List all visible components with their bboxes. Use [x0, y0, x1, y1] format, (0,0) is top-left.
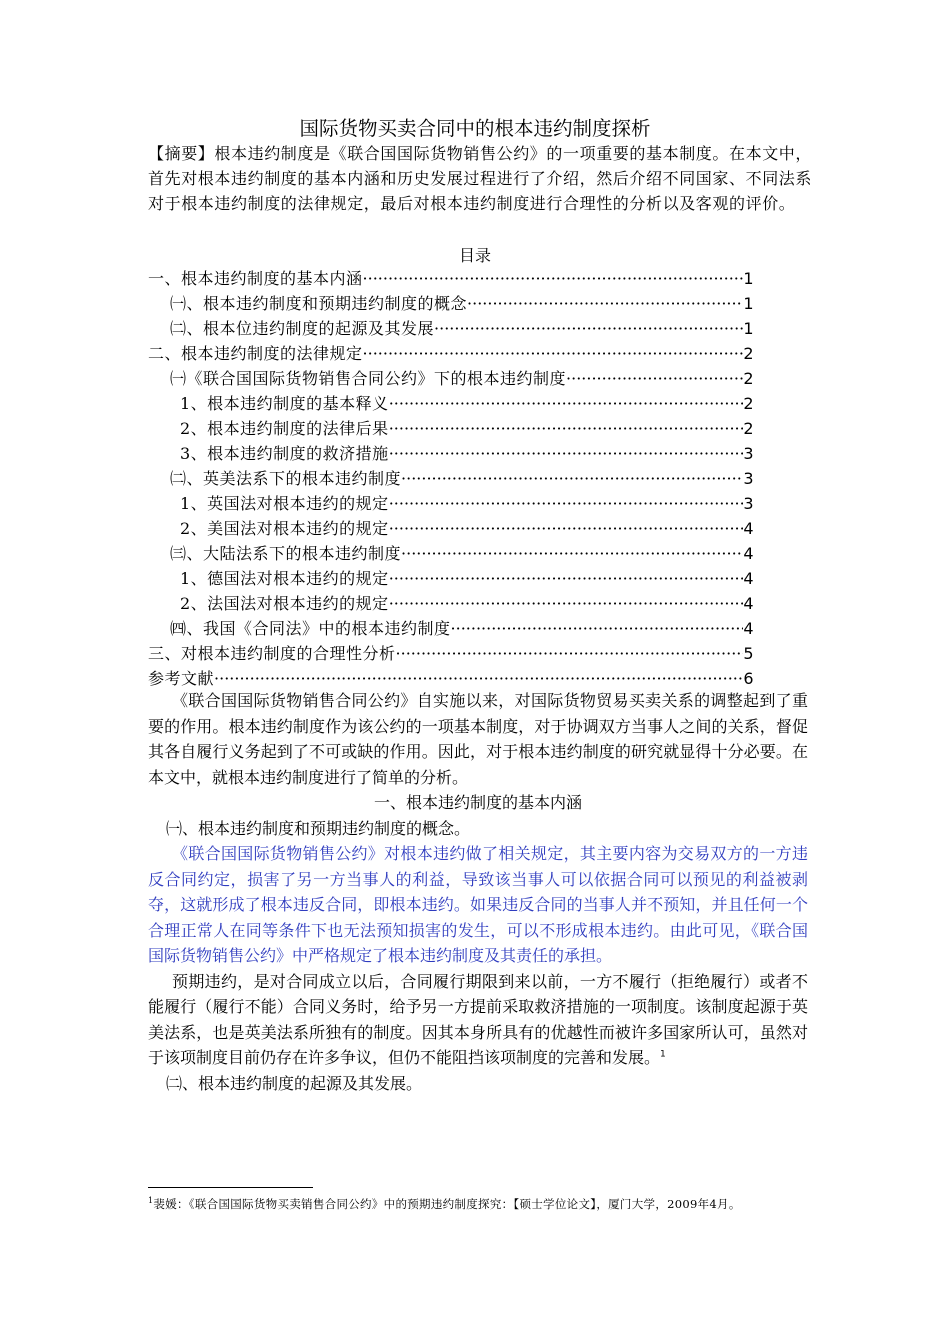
document-body [148, 688, 808, 1096]
toc-entry[interactable] [148, 566, 754, 591]
toc-entry-page: 4 [743, 594, 754, 613]
toc-entry[interactable] [148, 316, 754, 341]
toc-entry-page: 1 [743, 269, 754, 288]
toc-entry-page: 4 [743, 619, 754, 638]
toc-entry-label: ㈠《联合国国际货物销售合同公约》下的根本违约制度 [170, 369, 567, 388]
toc-leader-dots [401, 541, 743, 566]
toc-entry-label: ㈢、大陆法系下的根本违约制度 [170, 544, 402, 563]
toc-entry-page: 4 [743, 519, 754, 538]
section-heading: 一、根本违约制度的基本内涵 [373, 793, 582, 812]
toc-entry-label: 2、根本违约制度的法律后果 [180, 419, 389, 438]
toc-entry-page: 1 [743, 294, 754, 313]
toc-entry-page: 2 [743, 344, 754, 363]
intro-paragraph: 《联合国国际货物销售合同公约》自实施以来，对国际货物贸易买卖关系的调整起到了重要的作用。根本违约制度作为该公约的一项基本制度，对于协调双方当事人之间的关系，督促其各自履行义务起到了不可或缺的作用。因此，对于根本违约制度的研究就显得十分必要。在本文中，就根本违约制度进行了简单的分析。 [148, 691, 808, 787]
footnote-text: 裴媛：《联合国国际货物买卖销售合同公约》中的预期违约制度探究：【硕士学位论文】，厦门大学，2009年4月。 [153, 1196, 741, 1211]
toc-entry-label: 2、法国法对根本违约的规定 [180, 594, 389, 613]
highlighted-paragraph: 《联合国国际货物销售公约》对根本违约做了相关规定，其主要内容为交易双方的一方违反合同约定，损害了另一方当事人的利益，导致该当事人可以依据合同可以预见的利益被剥夺，这就形成了根本违反合同，即根本违约。如果违反合同的当事人并不预知，并且任何一个合理正常人在同等条件下也无法预知损害的发生，可以不形成根本违约。由此可见，《联合国国际货物销售公约》中严格规定了根本违约制度及其责任的承担。 [148, 844, 808, 965]
toc-entry-label: ㈠、根本违约制度和预期违约制度的概念 [170, 294, 468, 313]
toc-entry-label: 1、根本违约制度的基本释义 [180, 394, 389, 413]
toc-entry-label: 1、德国法对根本违约的规定 [180, 569, 389, 588]
toc-entry-page: 3 [743, 494, 754, 513]
abstract-text: 【摘要】根本违约制度是《联合国国际货物销售公约》的一项重要的基本制度。在本文中，首先对根本违约制度的基本内涵和历史发展过程进行了介绍，然后介绍不同国家、不同法系对于根本违约制度的法律规定，最后对根本违约制度进行合理性的分析以及客观的评价。 [148, 144, 813, 213]
toc-entry[interactable] [148, 341, 754, 366]
toc-leader-dots [389, 566, 744, 591]
toc-leader-dots [389, 491, 744, 516]
toc-leader-dots [389, 591, 744, 616]
toc-leader-dots [566, 366, 743, 391]
toc-entry[interactable] [148, 366, 754, 391]
subsection-heading: ㈠、根本违约制度和预期违约制度的概念。 [166, 818, 471, 838]
toc-entry[interactable] [148, 541, 754, 566]
toc-entry-label: ㈡、根本位违约制度的起源及其发展 [170, 319, 435, 338]
subsection-heading-2: ㈡、根本违约制度的起源及其发展。 [166, 1073, 423, 1093]
document-title: 国际货物买卖合同中的根本违约制度探析 [299, 117, 651, 140]
toc-entry-page: 2 [743, 369, 754, 388]
toc-entry-page: 2 [743, 394, 754, 413]
toc-entry[interactable] [148, 491, 754, 516]
footnote-marker: 1 [148, 1196, 154, 1205]
toc-leader-dots [451, 616, 744, 641]
toc-entry-page: 3 [743, 444, 754, 463]
toc-leader-dots [396, 641, 744, 666]
toc-entry-page: 4 [743, 569, 754, 588]
toc-entry[interactable] [148, 641, 754, 666]
toc-leader-dots [389, 391, 744, 416]
toc-entry[interactable] [148, 291, 754, 316]
toc-entry-label: 一、根本违约制度的基本内涵 [148, 269, 363, 288]
toc-leader-dots [389, 516, 744, 541]
toc-entry-label: 3、根本违约制度的救济措施 [180, 444, 389, 463]
toc-heading: 目录 [458, 246, 491, 265]
toc-entry[interactable] [148, 516, 754, 541]
toc-entry-page: 1 [743, 319, 754, 338]
toc-entry-label: 2、美国法对根本违约的规定 [180, 519, 389, 538]
toc-entry-page: 4 [743, 544, 754, 563]
toc-leader-dots [434, 316, 743, 341]
toc-entry-page: 5 [743, 644, 754, 663]
toc-leader-dots [401, 466, 743, 491]
toc-entry-page: 6 [743, 669, 754, 688]
toc-leader-dots [389, 441, 744, 466]
toc-leader-dots [363, 341, 744, 366]
anticipatory-breach-text: 预期违约，是对合同成立以后，合同履行期限到来以前，一方不履行（拒绝履行）或者不能履行（履行不能）合同义务时，给予另一方提前采取救济措施的一项制度。该制度起源于英美法系，也是英美法系所独有的制度。因其本身所具有的优越性而被许多国家所认可，虽然对于该项制度目前仍存在许多争议，但仍不能阻挡该项制度的完善和发展。 [148, 971, 808, 1067]
anticipatory-breach-paragraph [148, 969, 808, 1071]
toc-entry[interactable] [148, 466, 754, 491]
table-of-contents [148, 266, 754, 691]
toc-entry-label: 二、根本违约制度的法律规定 [148, 344, 363, 363]
toc-entry[interactable] [148, 591, 754, 616]
toc-entry[interactable] [148, 616, 754, 641]
toc-entry[interactable] [148, 416, 754, 441]
toc-entry[interactable] [148, 391, 754, 416]
toc-leader-dots [389, 416, 744, 441]
footnote [148, 1192, 808, 1213]
toc-entry-page: 3 [743, 469, 754, 488]
toc-leader-dots [467, 291, 743, 316]
toc-leader-dots [363, 266, 744, 291]
abstract [148, 141, 818, 216]
toc-entry[interactable] [148, 266, 754, 291]
toc-entry-label: ㈡、英美法系下的根本违约制度 [170, 469, 402, 488]
toc-entry-label: 三、对根本违约制度的合理性分析 [148, 644, 396, 663]
toc-entry-page: 2 [743, 419, 754, 438]
footnote-reference: 1 [660, 1049, 666, 1060]
toc-entry[interactable] [148, 441, 754, 466]
footnote-divider [148, 1187, 313, 1188]
toc-entry-label: ㈣、我国《合同法》中的根本违约制度 [170, 619, 451, 638]
toc-entry-label: 参考文献 [148, 669, 215, 688]
toc-entry-label: 1、英国法对根本违约的规定 [180, 494, 389, 513]
